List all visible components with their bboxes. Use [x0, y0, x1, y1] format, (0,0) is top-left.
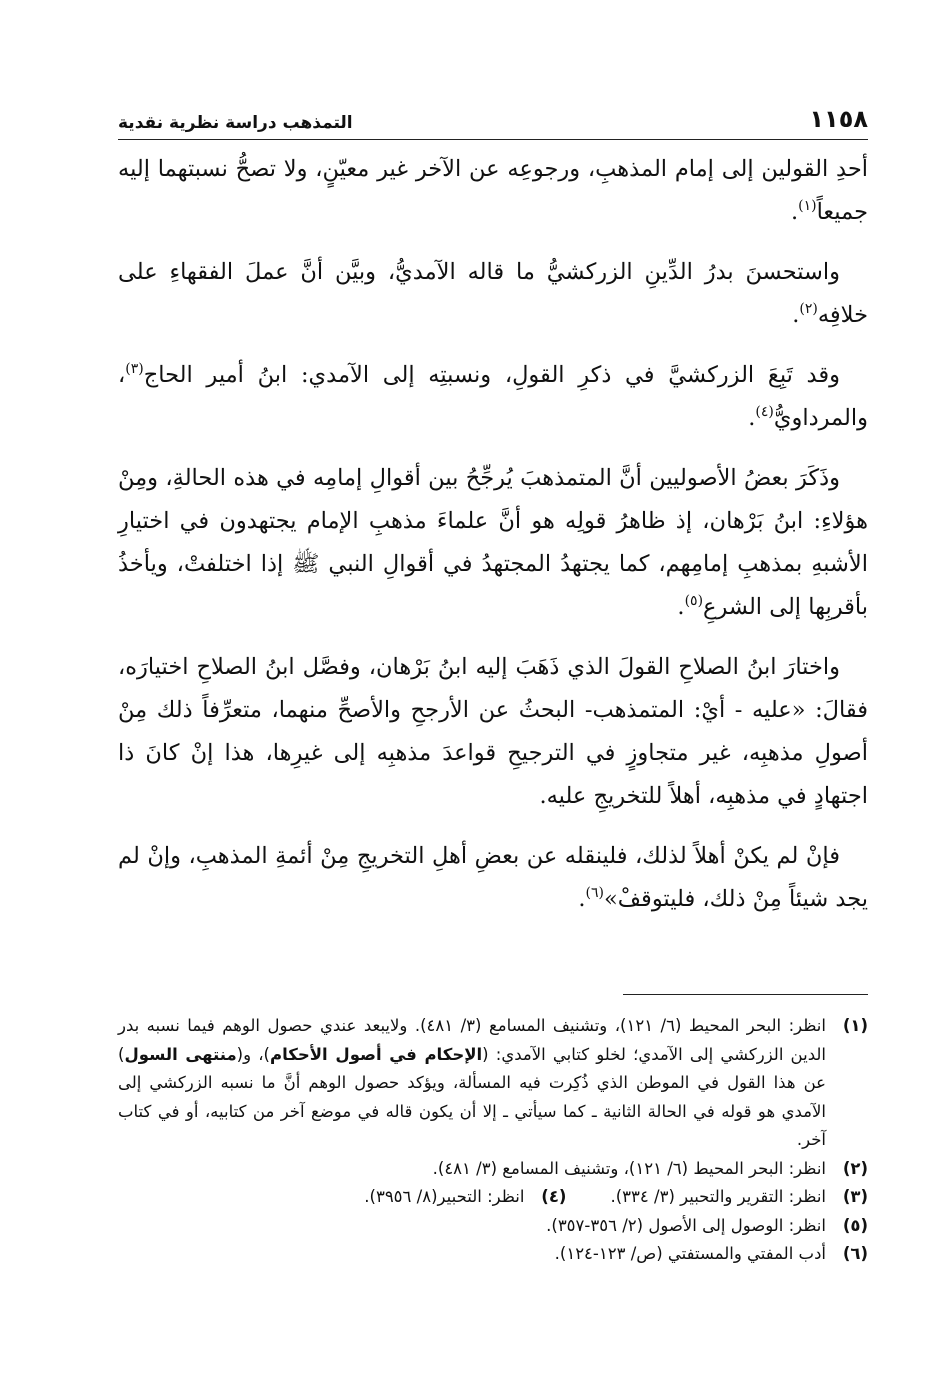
paragraph-5: واختارَ ابنُ الصلاحِ القولَ الذي ذَهَبَ إليه ابنُ بَرْهان، وفصَّل ابنُ الصلاحِ اختيارَه، فقالَ: «عليه - أيْ: المتمذهب- البحثُ عن الأرجحِ والأصحِّ منهما، متعرِّفاً ذلك مِنْ أصولِ مذهبِه، غير متجاوزٍ في الترجيحِ قواعدَ مذهبِه إلى غيرِها، هذا إنْ كانَ ذا اجتهادٍ في مذهبِه، أهلاً للتخريجِ عليه.: [118, 654, 868, 809]
footnote-1: [118, 1012, 868, 1155]
book-title: الإحكام في أصول الأحكام: [270, 1044, 483, 1064]
footnote-number: (٦): [842, 1244, 868, 1263]
footnote-ref-4: (٤): [755, 404, 774, 420]
footnote-5: [118, 1212, 868, 1241]
footnote-text: انظر: التحبير(٨/ ٣٩٥٦).: [364, 1187, 525, 1206]
footnote-ref-6: (٦): [585, 885, 604, 901]
footnote-3-4: [118, 1183, 868, 1212]
footnote-ref-3: (٣): [125, 361, 144, 377]
footnote-text: انظر: التقرير والتحبير (٣/ ٣٣٤).: [610, 1187, 826, 1206]
footnote-ref-1: (١): [798, 198, 817, 214]
footnote-4: [364, 1183, 566, 1212]
paragraph-1: أحدِ القولين إلى إمام المذهبِ، ورجوعِه عن الآخر غير معيّنٍ، ولا تصحُّ نسبتهما إليه جميعاً$^{(١)}$.: [118, 156, 868, 225]
footnote-ref-2: (٢): [799, 301, 818, 317]
footnote-separator: [623, 994, 868, 995]
footnote-number: (١): [842, 1016, 868, 1035]
footnote-ref-5: (٥): [684, 593, 704, 609]
book-title: منتهى السول: [124, 1044, 237, 1064]
footnote-text: انظر: الوصول إلى الأصول (٢/ ٣٥٦-٣٥٧).: [546, 1215, 826, 1235]
footnote-6: [118, 1240, 868, 1269]
footnote-number: (٤): [541, 1187, 567, 1206]
footnote-number: (٥): [842, 1215, 868, 1235]
page-header: [118, 100, 868, 140]
footnote-text: انظر: البحر المحيط (٦/ ١٢١)، وتشنيف المسامع (٣/ ٤٨١). ولايبعد عندي حصول الوهم فيما نسبه بدر الدين الزركشي إلى الآمدي؛ لخلو كتابي الآمدي: (الإحكام في أصول الأحكام)، و(منتهى السول) عن هذا القول في الموطن الذي ذُكِرت فيه المسألة، ويؤكد حصول الوهم أنَّ ما نسبه الزركشي إلى الآمدي هو قوله في الحالة الثانية ـ كما سيأتي ـ إلا أن يكون قاله في موضع آخر من كتابيه، أو في كتاب آخر.: [118, 1016, 826, 1149]
paragraph-2: واستحسنَ بدرُ الدِّينِ الزركشيُّ ما قاله الآمديُّ، وبيَّن أنَّ عملَ الفقهاءِ على خلافِه$^{(٢)}$.: [118, 259, 868, 328]
footnote-text: أدب المفتي والمستفتي (ص/ ١٢٣-١٢٤).: [554, 1244, 826, 1263]
footnote-2: [118, 1155, 868, 1184]
footnote-number: (٣): [842, 1187, 868, 1206]
footnote-number: (٢): [842, 1158, 868, 1178]
paragraph-6: فإنْ لم يكنْ أهلاً لذلك، فلينقله عن بعضِ أهلِ التخريجِ مِنْ أئمةِ المذهبِ، وإنْ لم يجد شيئاً مِنْ ذلك، فليتوقفْ»$^{(٦)}$.: [118, 843, 868, 912]
page-number: ١١٥٨: [809, 105, 868, 133]
footnotes: [118, 1012, 868, 1269]
footnote-text: انظر: البحر المحيط (٦/ ١٢١)، وتشنيف المسامع (٣/ ٤٨١).: [432, 1158, 826, 1178]
main-text: [118, 148, 868, 938]
paragraph-3: وقد تَبِعَ الزركشيَّ في ذكرِ القولِ، ونسبتِه إلى الآمدي: ابنُ أمير الحاج$^{(٣)}$، والمرداويُّ$^{(٤)}$.: [118, 361, 868, 431]
running-title: التمذهب دراسة نظرية نقدية: [118, 113, 353, 133]
paragraph-4: وذَكَرَ بعضُ الأصوليين أنَّ المتمذهبَ يُرجِّحُ بين أقوالِ إمامِه في هذه الحالةِ، ومِنْ هؤلاءِ: ابنُ بَرْهان، إذ ظاهرُ قولِه هو أنَّ علماءَ مذهبِ الإمام يجتهدون في اختيارِ الأشبهِ بمذهبِ إمامِهم، كما يجتهدُ المجتهدُ في أقوالِ النبي ﷺ إذا اختلفتْ، ويأخذُ بأقربِها إلى الشرعِ$^{(٥)}$.: [118, 465, 868, 620]
